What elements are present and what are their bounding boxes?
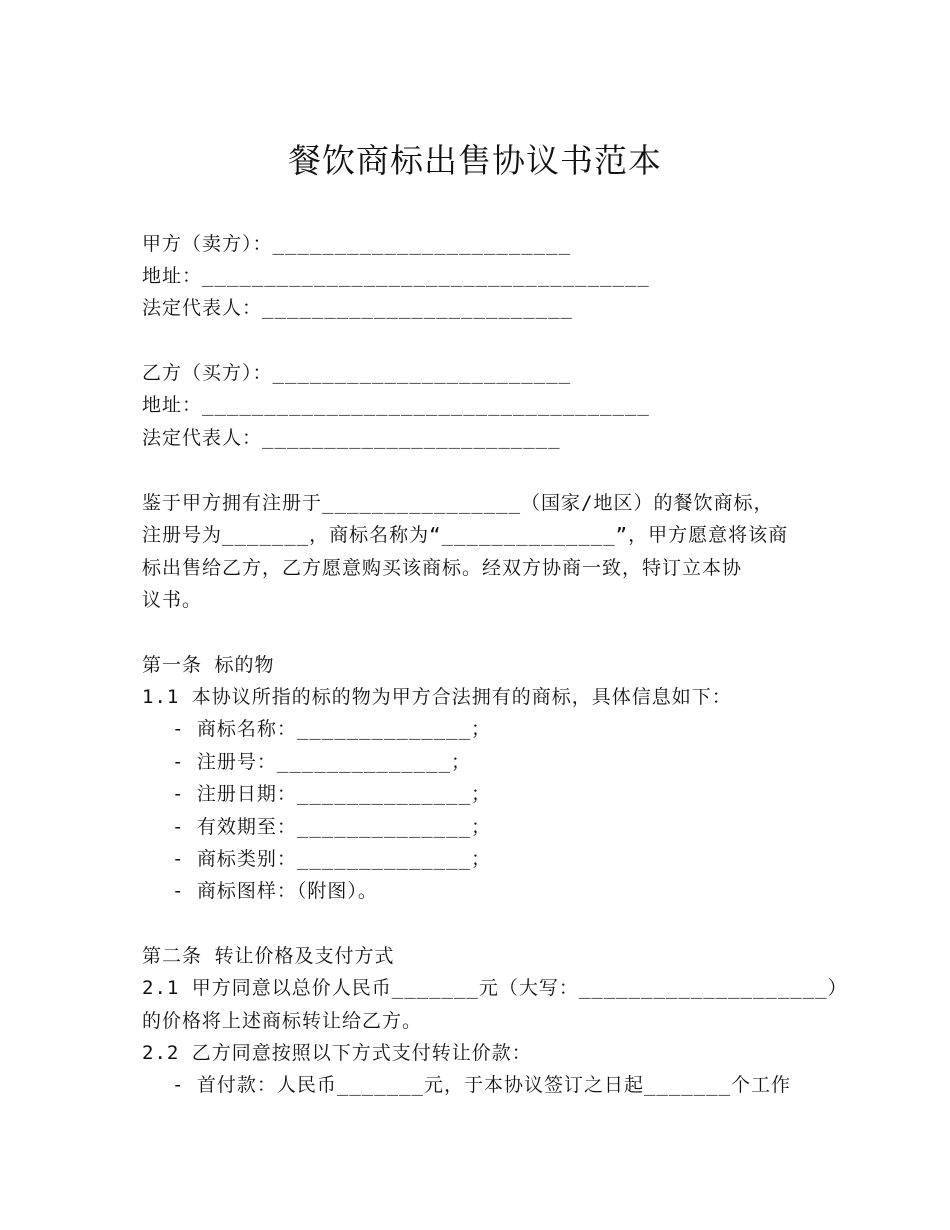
list-item: - 商标名称：______________；: [172, 718, 492, 740]
list-item: - 商标图样：（附图）。: [172, 880, 378, 902]
list-item: - 商标类别：______________；: [172, 848, 492, 870]
article2-clause2: 2.2 乙方同意按照以下方式支付转让价款：: [142, 1042, 532, 1064]
article1-clause: 1.1 本协议所指的标的物为甲方合法拥有的商标，具体信息如下：: [142, 686, 732, 708]
article1-heading: 第一条 标的物: [142, 654, 275, 676]
party-a-address-line: 地址：____________________________________: [142, 265, 650, 287]
article2-clause1-line2: 的价格将上述商标转让给乙方。: [142, 1010, 423, 1032]
party-a-name-line: 甲方（卖方）：________________________: [142, 233, 572, 255]
preamble-line: 标出售给乙方，乙方愿意购买该商标。经双方协商一致，特订立本协: [142, 557, 743, 579]
preamble-line: 议书。: [142, 589, 203, 611]
article2-heading: 第二条 转让价格及支付方式: [142, 945, 395, 967]
party-a-rep-line: 法定代表人：_________________________: [142, 297, 573, 319]
document-title: 餐饮商标出售协议书范本: [288, 141, 662, 180]
party-b-name-line: 乙方（买方）：________________________: [142, 362, 572, 384]
preamble-line: 鉴于甲方拥有注册于________________（国家/地区）的餐饮商标，: [142, 492, 774, 514]
party-b-address-line: 地址：____________________________________: [142, 394, 650, 416]
party-b-rep-line: 法定代表人：________________________: [142, 427, 561, 449]
list-item: - 首付款：人民币_______元，于本协议签订之日起_______个工作: [172, 1074, 792, 1096]
article2-clause1-line1: 2.1 甲方同意以总价人民币_______元（大写：____________________）: [142, 977, 848, 999]
list-item: - 有效期至：______________；: [172, 816, 492, 838]
list-item: - 注册日期：______________；: [172, 783, 492, 805]
preamble-line: 注册号为_______，商标名称为“______________”，甲方愿意将该商: [142, 524, 789, 546]
list-item: - 注册号：______________；: [172, 751, 472, 773]
